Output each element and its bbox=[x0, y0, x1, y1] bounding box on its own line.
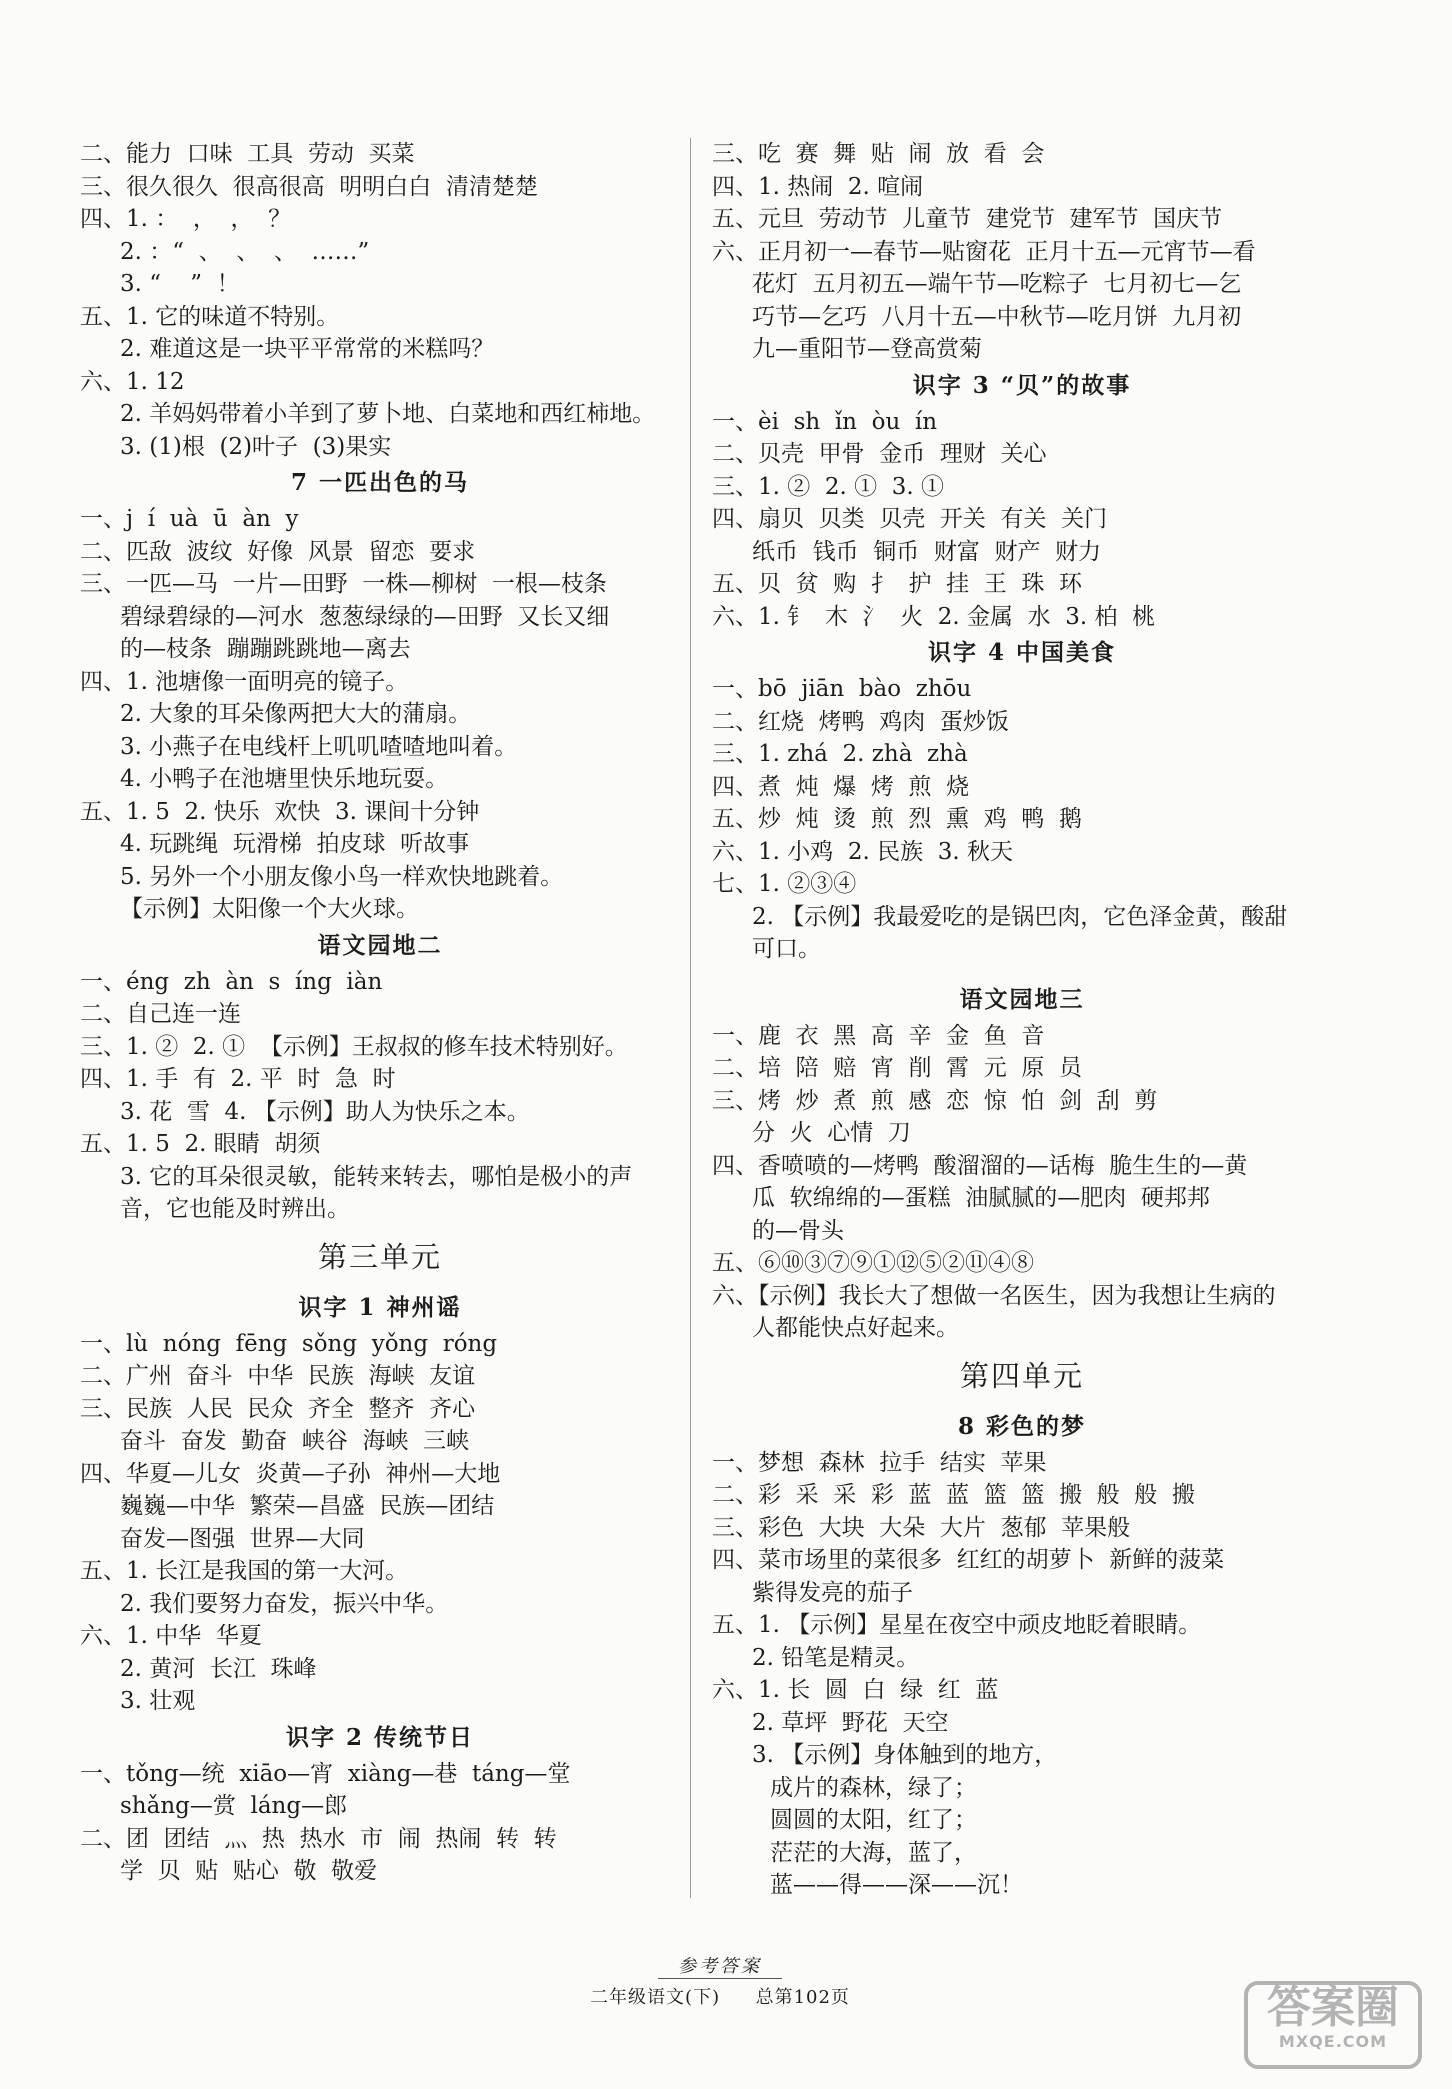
answer-line-continued: 3. “ ” ！ bbox=[120, 271, 240, 297]
footer-page-info bbox=[500, 1983, 940, 2009]
lesson-heading: 识字 2 传统节日 bbox=[285, 1723, 475, 1751]
answer-line-continued: 花灯 五月初五—端午节—吃粽子 七月初七—乞 bbox=[752, 271, 1242, 297]
answer-line-continued: 奋发—图强 世界—大同 bbox=[120, 1525, 365, 1552]
answer-line-continued: 巧节—乞巧 八月十五—中秋节—吃月饼 九月初 bbox=[752, 303, 1242, 330]
answer-line: 五、元旦 劳动节 儿童节 建党节 建军节 国庆节 bbox=[712, 206, 1223, 232]
answer-line-continued: 4. 玩跳绳 玩滑梯 拍皮球 听故事 bbox=[120, 831, 470, 857]
answer-line: 六、【示例】我长大了想做一名医生，因为我想让生病的 bbox=[712, 1282, 1276, 1309]
answer-line: 四、扇贝 贝类 贝壳 开关 有关 关门 bbox=[712, 506, 1108, 532]
answer-line: 一、lù nóng fēng sǒng yǒng róng bbox=[80, 1330, 498, 1357]
answer-line: 二、团 团结 灬 热 热水 市 闹 热闹 转 转 bbox=[80, 1825, 557, 1852]
answer-line: 二、培 陪 赔 宵 削 霄 元 原 员 bbox=[712, 1055, 1082, 1081]
answer-line-continued: 2. 【示例】我最爱吃的是锅巴肉，它色泽金黄，酸甜 bbox=[752, 903, 1288, 930]
answer-line: 三、吃 赛 舞 贴 闹 放 看 会 bbox=[712, 141, 1045, 167]
answer-line-continued: 茫茫的大海，蓝了， bbox=[770, 1839, 977, 1866]
answer-line: 五、1. 5 2. 眼睛 胡须 bbox=[80, 1131, 321, 1157]
answer-line-continued: 碧绿碧绿的—河水 葱葱绿绿的—田野 又长又细 bbox=[120, 603, 610, 630]
spacer bbox=[712, 966, 1332, 980]
answer-line: 三、1. zhá 2. zhà zhà bbox=[712, 741, 968, 767]
answer-line: 五、1. 【示例】星星在夜空中顽皮地眨着眼睛。 bbox=[712, 1612, 1202, 1638]
answer-line-continued: 3. 它的耳朵很灵敏，能转来转去，哪怕是极小的声 bbox=[120, 1163, 633, 1190]
answer-line-continued: 圆圆的太阳，红了； bbox=[770, 1807, 977, 1833]
answer-line: 一、梦想 森林 拉手 结实 苹果 bbox=[712, 1449, 1047, 1476]
answer-line: 一、bō jiān bào zhōu bbox=[712, 676, 972, 702]
answer-line: 二、匹敌 波纹 好像 风景 留恋 要求 bbox=[80, 538, 476, 565]
answer-line: 六、1. 中华 华夏 bbox=[80, 1623, 262, 1649]
answer-line-continued: 2. 草坪 野花 天空 bbox=[752, 1709, 949, 1736]
answer-line: 五、⑥⑩③⑦⑨①⑫⑤②⑪④⑧ bbox=[712, 1250, 1034, 1276]
answer-line-continued: shǎng—赏 láng—郎 bbox=[120, 1793, 348, 1819]
answer-line-continued: 3. 花 雪 4. 【示例】助人为快乐之本。 bbox=[120, 1098, 530, 1125]
footer-label: 参考答案 bbox=[658, 1952, 782, 1979]
answer-line-continued: 2. 铅笔是精灵。 bbox=[752, 1644, 920, 1671]
answer-line: 五、1. 长江是我国的第一大河。 bbox=[80, 1558, 409, 1584]
answer-line: 三、烤 炒 煮 煎 感 恋 惊 怕 剑 刮 剪 bbox=[712, 1087, 1158, 1114]
answer-line-continued: 【示例】太阳像一个大火球。 bbox=[120, 896, 419, 922]
answer-line: 六、正月初一—春节—贴窗花 正月十五—元宵节—看 bbox=[712, 238, 1256, 265]
lesson-heading: 8 彩色的梦 bbox=[957, 1412, 1086, 1440]
answer-line-continued: 成片的森林，绿了； bbox=[770, 1774, 977, 1801]
unit-heading: 第四单元 bbox=[959, 1358, 1084, 1393]
answer-line-continued: 2. 黄河 长江 珠峰 bbox=[120, 1655, 317, 1682]
answer-line: 六、1. 长 圆 白 绿 红 蓝 bbox=[712, 1677, 999, 1703]
lesson-heading: 识字 3 “贝”的故事 bbox=[912, 371, 1132, 399]
answer-line-continued: 瓜 软绵绵的—蛋糕 油腻腻的—肥肉 硬邦邦 bbox=[752, 1185, 1210, 1211]
answer-line: 三、1. ② 2. ① 3. ① bbox=[712, 473, 945, 500]
answer-line-continued: 巍巍—中华 繁荣—昌盛 民族—团结 bbox=[120, 1493, 495, 1519]
answer-line: 二、彩 采 采 彩 蓝 蓝 篮 篮 搬 般 般 搬 bbox=[712, 1482, 1195, 1508]
answer-line-continued: 2. 羊妈妈带着小羊到了萝卜地、白菜地和西红柿地。 bbox=[120, 401, 656, 427]
answer-line: 三、一匹—马 一片—田野 一株—柳树 一根—枝条 bbox=[80, 571, 607, 597]
answer-line: 四、华夏—儿女 炎黄—子孙 神州—大地 bbox=[80, 1460, 501, 1487]
lesson-heading: 识字 1 神州谣 bbox=[298, 1293, 462, 1321]
lesson-heading: 语文园地三 bbox=[959, 985, 1085, 1013]
answer-line: 五、1. 它的味道不特别。 bbox=[80, 303, 340, 330]
page-footer bbox=[500, 1952, 940, 2009]
answer-line: 四、菜市场里的菜很多 红红的胡萝卜 新鲜的菠菜 bbox=[712, 1547, 1225, 1573]
footer-page-number: 总第102页 bbox=[755, 1987, 850, 2008]
answer-line: 四、1. 池塘像一面明亮的镜子。 bbox=[80, 668, 409, 695]
watermark-logo bbox=[1244, 1981, 1422, 2069]
answer-line: 五、1. 5 2. 快乐 欢快 3. 课间十分钟 bbox=[80, 798, 480, 825]
answer-line: 三、彩色 大块 大朵 大片 葱郁 苹果般 bbox=[712, 1514, 1131, 1541]
answer-line: 一、j í uà ū àn y bbox=[80, 506, 299, 532]
answer-line: 二、能力 口味 工具 劳动 买菜 bbox=[80, 141, 415, 167]
answer-line-continued: 学 贝 贴 贴心 敬 敬爱 bbox=[120, 1858, 378, 1884]
answer-line-continued: 2. 难道这是一块平平常常的米糕吗？ bbox=[120, 336, 495, 362]
answer-line: 六、1. 小鸡 2. 民族 3. 秋天 bbox=[712, 838, 1014, 865]
answer-line-continued: 分 火 心情 刀 bbox=[752, 1120, 911, 1146]
lesson-heading: 7 一匹出色的马 bbox=[290, 469, 469, 496]
answer-line-continued: 5. 另外一个小朋友像小鸟一样欢快地跳着。 bbox=[120, 863, 564, 890]
answer-line-continued: 4. 小鸭子在池塘里快乐地玩耍。 bbox=[120, 766, 449, 792]
answer-line: 三、民族 人民 民众 齐全 整齐 齐心 bbox=[80, 1395, 476, 1422]
answer-line: 一、tǒng—统 xiāo—宵 xiàng—巷 táng—堂 bbox=[80, 1760, 571, 1787]
lesson-heading: 语文园地二 bbox=[317, 931, 443, 959]
answer-line-continued: 2. ：“ 、 、 、 ……” bbox=[120, 238, 370, 265]
answer-line-continued: 奋斗 奋发 勤奋 峡谷 海峡 三峡 bbox=[120, 1428, 470, 1454]
answer-line: 六、1. 钅 木 氵 火 2. 金属 水 3. 柏 桃 bbox=[712, 603, 1156, 630]
answer-line: 三、1. ② 2. ① 【示例】王叔叔的修车技术特别好。 bbox=[80, 1033, 628, 1060]
watermark-logo-text: 答案圈 bbox=[1267, 1982, 1399, 2033]
answer-line: 四、1. 热闹 2. 喧闹 bbox=[712, 173, 924, 200]
answer-line-continued: 人都能快点好起来。 bbox=[752, 1315, 959, 1341]
answer-line: 五、贝 贫 购 扌 护 挂 王 珠 环 bbox=[712, 571, 1082, 597]
answer-line-continued: 的—枝条 蹦蹦跳跳地—离去 bbox=[120, 636, 411, 662]
answer-line: 六、1. 12 bbox=[80, 368, 185, 395]
answer-line: 四、1. ： ， ， ？ bbox=[80, 206, 292, 232]
answer-line-continued: 2. 大象的耳朵像两把大大的蒲扇。 bbox=[120, 701, 472, 727]
answer-line-continued: 3. (1)根 (2)叶子 (3)果实 bbox=[120, 433, 392, 460]
answer-line: 三、很久很久 很高很高 明明白白 清清楚楚 bbox=[80, 173, 538, 200]
answer-line: 二、广州 奋斗 中华 民族 海峡 友谊 bbox=[80, 1363, 476, 1389]
answer-line: 一、éng zh àn s íng iàn bbox=[80, 968, 383, 995]
watermark-url: MXQE.COM bbox=[1278, 2032, 1388, 2051]
answer-line: 二、红烧 烤鸭 鸡肉 蛋炒饭 bbox=[712, 708, 1009, 735]
answer-line: 一、èi sh ǐn òu ín bbox=[712, 408, 938, 435]
answer-line: 二、贝壳 甲骨 金币 理财 关心 bbox=[712, 441, 1047, 467]
answer-line-continued: 音，它也能及时辨出。 bbox=[120, 1196, 350, 1222]
answer-line-continued: 紫得发亮的茄子 bbox=[752, 1579, 913, 1606]
answer-line-continued: 九—重阳节—登高赏菊 bbox=[752, 336, 982, 362]
answer-line: 四、1. 手 有 2. 平 时 急 时 bbox=[80, 1066, 396, 1092]
answer-line-continued: 蓝——得——深——沉！ bbox=[770, 1872, 1023, 1898]
answer-line: 二、自己连一连 bbox=[80, 1001, 241, 1027]
answer-line-continued: 3. 小燕子在电线杆上叽叽喳喳地叫着。 bbox=[120, 733, 518, 760]
answer-line: 五、炒 炖 烫 煎 烈 熏 鸡 鸭 鹅 bbox=[712, 806, 1082, 832]
left-column bbox=[80, 138, 680, 1888]
footer-subject: 二年级语文(下) bbox=[590, 1987, 721, 2008]
answer-line: 四、香喷喷的—烤鸭 酸溜溜的—话梅 脆生生的—黄 bbox=[712, 1152, 1248, 1179]
column-divider bbox=[690, 138, 691, 1898]
answer-line-continued: 纸币 钱币 铜币 财富 财产 财力 bbox=[752, 538, 1102, 565]
answer-line: 四、煮 炖 爆 烤 煎 烧 bbox=[712, 773, 970, 800]
lesson-heading: 识字 4 中国美食 bbox=[927, 639, 1117, 666]
answer-line-continued: 的—骨头 bbox=[752, 1217, 844, 1244]
answer-line-continued: 2. 我们要努力奋发，振兴中华。 bbox=[120, 1590, 449, 1617]
answer-line-continued: 3. 【示例】身体触到的地方， bbox=[752, 1742, 1058, 1768]
answer-line: 一、鹿 衣 黑 高 辛 金 鱼 音 bbox=[712, 1022, 1045, 1049]
answer-line-continued: 可口。 bbox=[752, 936, 821, 962]
answer-line-continued: 3. 壮观 bbox=[120, 1688, 196, 1714]
right-column bbox=[712, 138, 1332, 1902]
answer-line: 七、1. ②③④ bbox=[712, 871, 857, 897]
unit-heading: 第三单元 bbox=[317, 1239, 442, 1274]
